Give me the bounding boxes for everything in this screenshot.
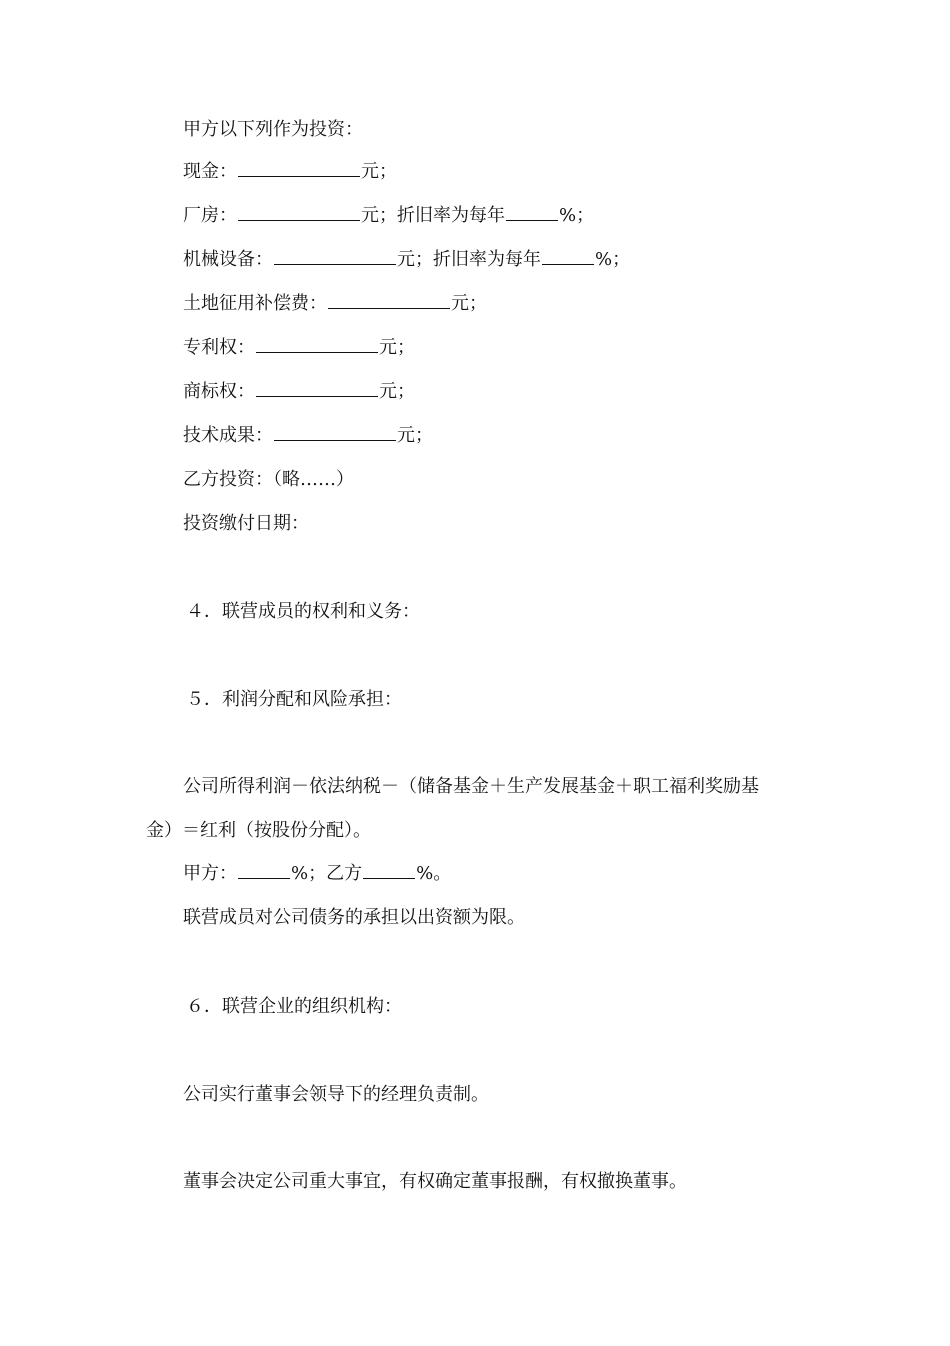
- plant-rate-blank[interactable]: [506, 204, 558, 221]
- cash-blank[interactable]: [238, 160, 360, 177]
- trademark-line: 商标权： 元；: [183, 381, 415, 402]
- patent-line: 专利权： 元；: [183, 337, 415, 358]
- land-line: 土地征用补偿费： 元；: [183, 293, 487, 314]
- trademark-blank[interactable]: [256, 380, 378, 397]
- machinery-rate-blank[interactable]: [542, 248, 594, 265]
- plant-line: 厂房： 元；折旧率为每年 %；: [183, 205, 595, 226]
- section-6-heading: ６．联营企业的组织机构：: [186, 996, 402, 1017]
- tech-blank[interactable]: [274, 424, 396, 441]
- machinery-blank[interactable]: [274, 248, 396, 265]
- manager-system-line: 公司实行董事会领导下的经理负责制。: [183, 1084, 489, 1105]
- cash-line: 现金： 元；: [183, 161, 397, 182]
- profit-formula-line1: 公司所得利润－依法纳税－（储备基金＋生产发展基金＋职工福利奖励基: [183, 776, 759, 797]
- board-powers-line: 董事会决定公司重大事宜，有权确定董事报酬，有权撤换董事。: [183, 1171, 687, 1192]
- machinery-line: 机械设备： 元；折旧率为每年 %；: [183, 249, 631, 270]
- investment-intro: 甲方以下列作为投资：: [183, 119, 363, 140]
- liability-line: 联营成员对公司债务的承担以出资额为限。: [183, 907, 525, 928]
- section-4-heading: ４．联营成员的权利和义务：: [186, 601, 420, 622]
- profit-share-line: 甲方： %；乙方 %。: [183, 863, 452, 884]
- land-blank[interactable]: [328, 292, 450, 309]
- patent-blank[interactable]: [256, 336, 378, 353]
- profit-formula-line2: 金）＝红利（按股份分配）。: [146, 820, 371, 841]
- plant-blank[interactable]: [238, 204, 360, 221]
- payment-date: 投资缴付日期：: [183, 513, 309, 534]
- party-b-share-blank[interactable]: [363, 862, 415, 879]
- section-5-heading: ５．利润分配和风险承担：: [186, 689, 402, 710]
- partyb-investment: 乙方投资：（略……）: [183, 469, 354, 490]
- tech-line: 技术成果： 元；: [183, 425, 433, 446]
- party-a-share-blank[interactable]: [238, 862, 290, 879]
